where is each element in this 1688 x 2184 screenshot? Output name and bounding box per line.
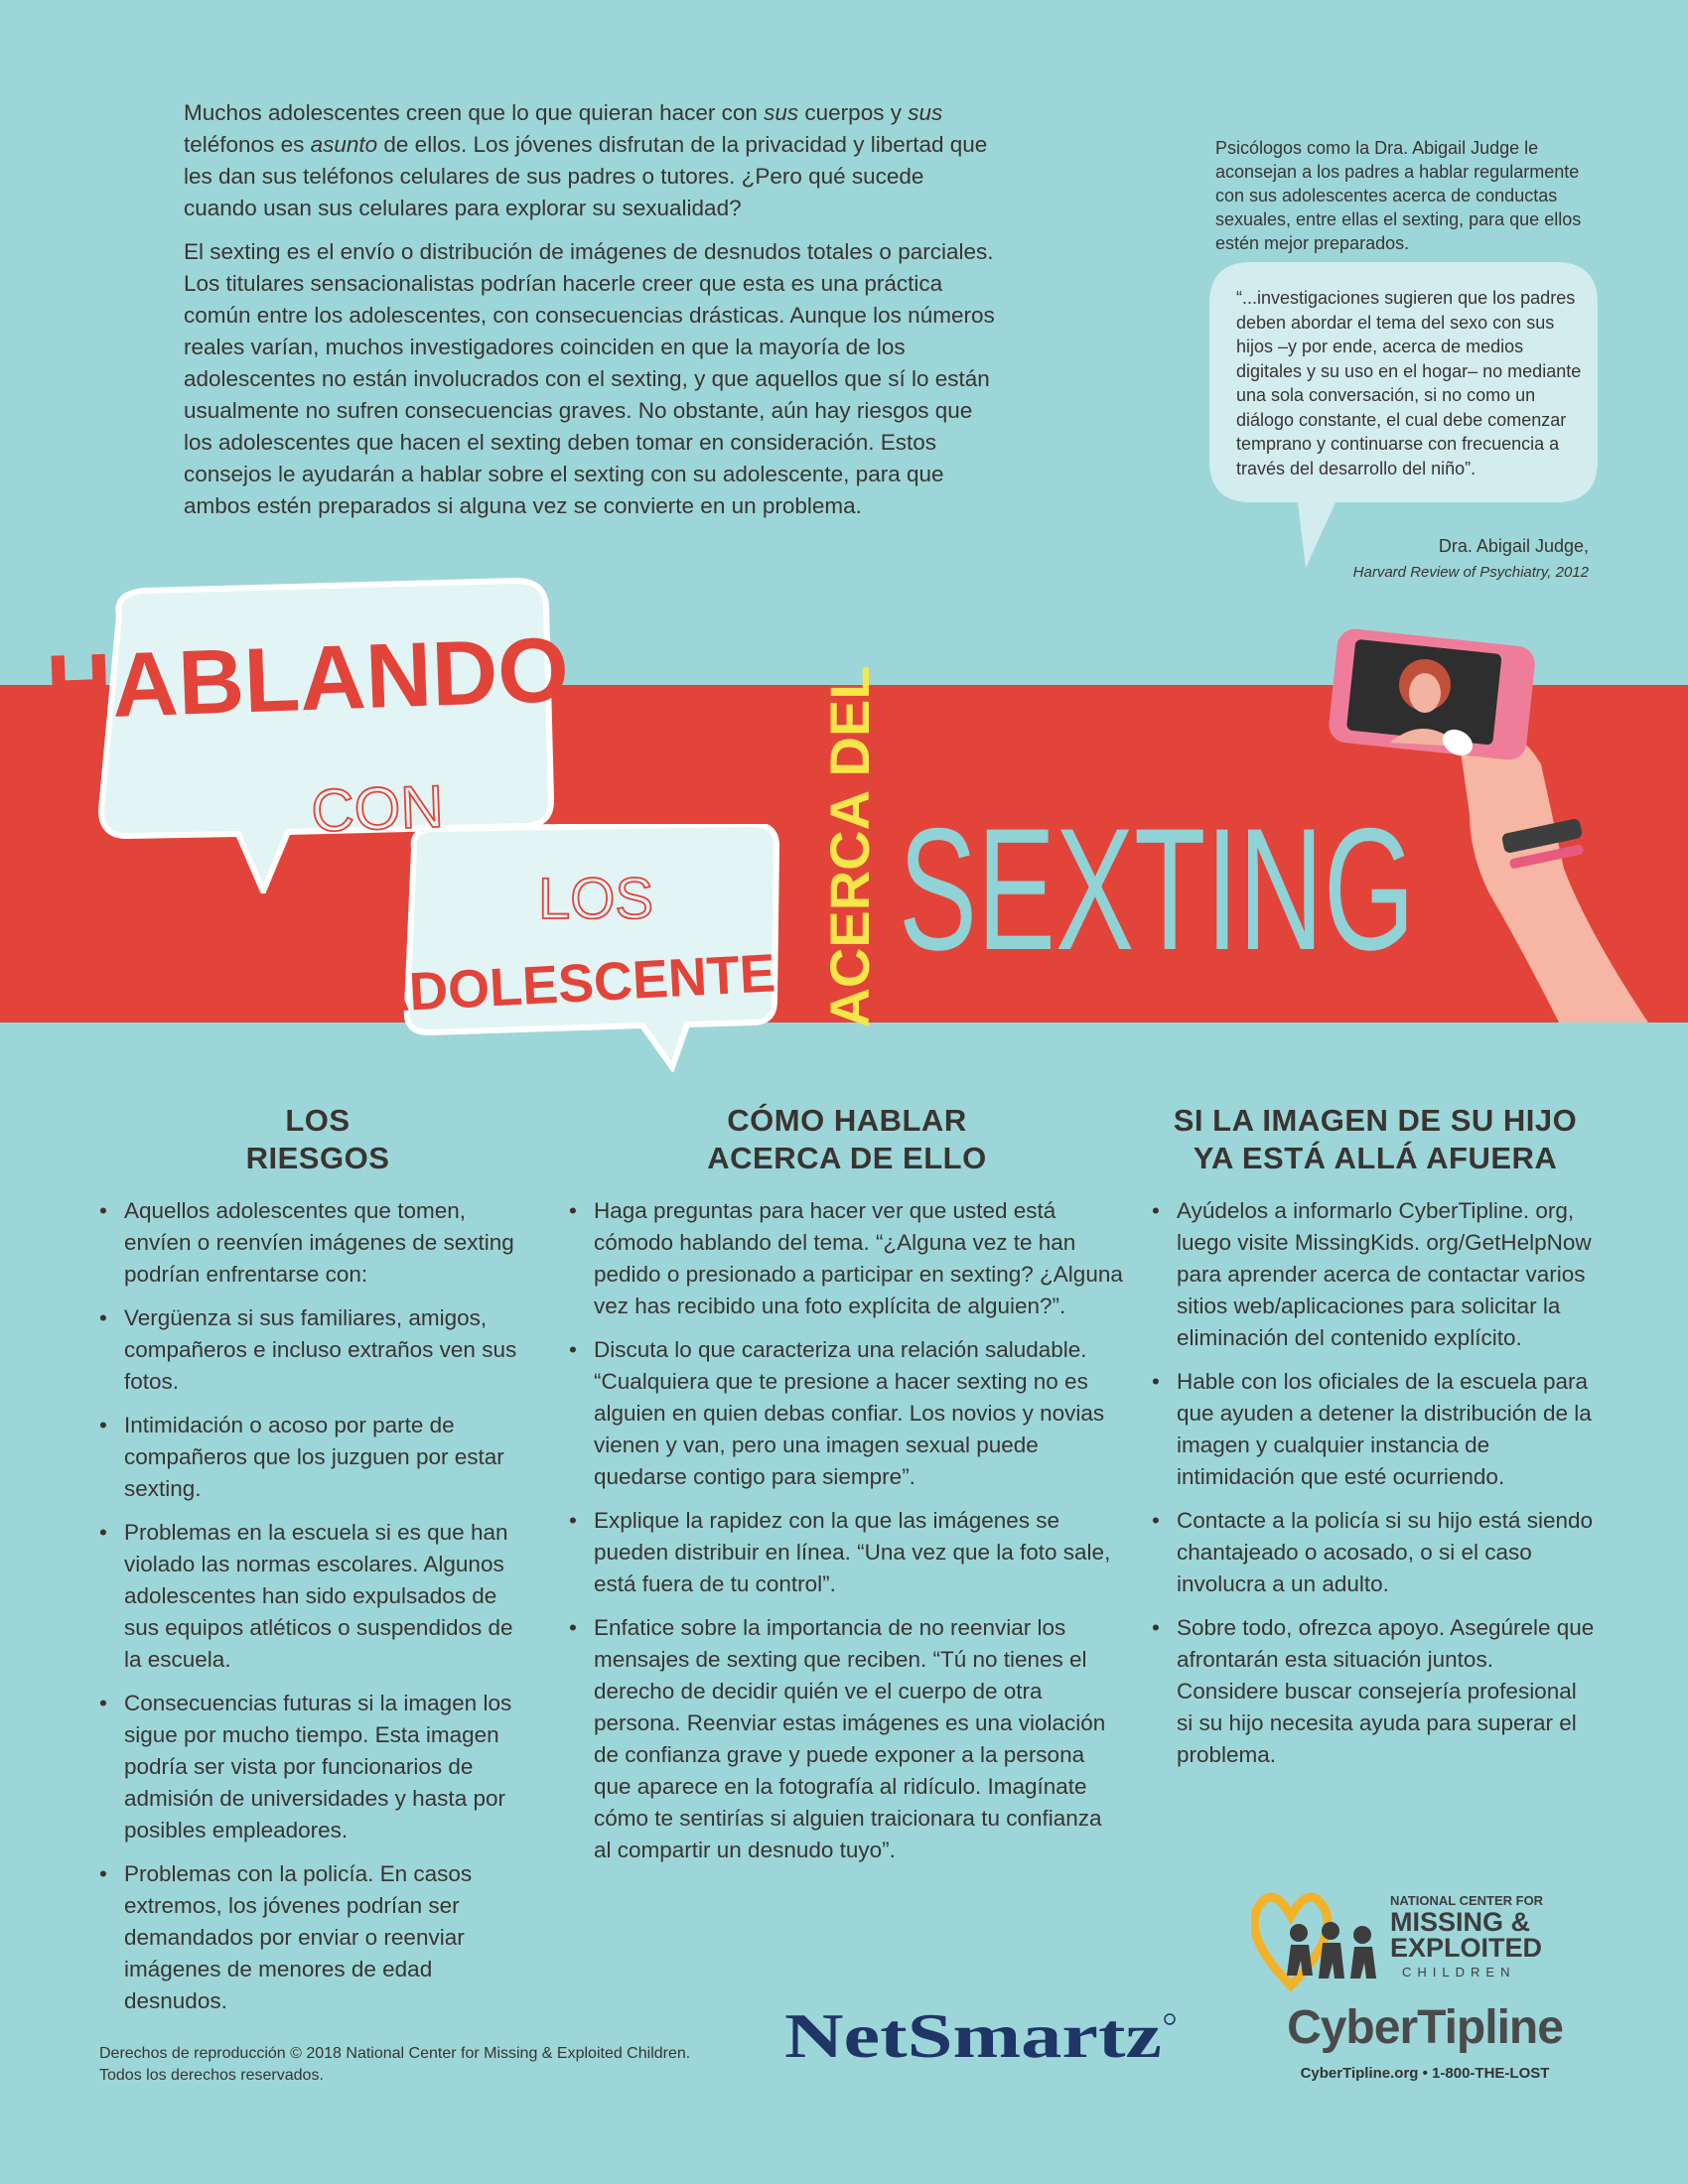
image-out-there-list xyxy=(1152,1195,1599,1771)
copyright-notice: Derechos de reproducción © 2018 National Center for Missing & Exploited Children. Todos los derechos reservados. xyxy=(99,2045,691,2084)
intro-paragraph-2: El sexting es el envío o distribución de imágenes de desnudos totales o parciales. Los titulares sensacionalistas podrían hacerle creer que esta es una práctica común entre los adolescentes, con consecuencias drásticas. Aunque los números reales varían, muchos investigadores coinciden en que la mayoría de los adolescentes no están involucrados con el sexting, y que aquellos que sí lo están usualmente no sufren consecuencias graves. No obstante, aún hay riesgos que los adolescentes que hacen el sexting deben tomar en consideración. Estos consejos le ayudarán a hablar sobre el sexting con su adolescente, para que ambos estén preparados si alguna vez se convierte en un problema. xyxy=(184,239,995,518)
title-acerca-del: ACERCA DEL xyxy=(818,665,881,1028)
quote-author: Dra. Abigail Judge, xyxy=(1438,536,1589,556)
svg-text:EXPLOITED: EXPLOITED xyxy=(1390,1933,1543,1963)
cybertipline-contact: CyberTipline.org • 1-800-THE-LOST xyxy=(1300,2065,1550,2082)
list-item: • Contacte a la policía si su hijo está siendo chantajeado o acosado, o si el caso involucra a un adulto. xyxy=(1152,1505,1599,1600)
intro-text xyxy=(184,97,998,522)
list-item: • Enfatice sobre la importancia de no reenviar los mensajes de sexting que reciben. “Tú no tienes el derecho de decidir quién ve el cuerpo de otra persona. Reenviar estas imágenes es una violación de confianza grave y puede exponer a la persona que aparece en la fotografía al ridículo. Imagínate cómo te sentirías si alguien traicionara tu confianza al compartir un desnudo tuyo”. xyxy=(569,1612,1125,1866)
title-hablando: HABLANDO xyxy=(44,618,571,740)
svg-text:MISSING &: MISSING & xyxy=(1390,1907,1531,1937)
how-to-talk-heading: CÓMO HABLAR ACERCA DE ELLO xyxy=(707,1103,987,1175)
list-item: • Consecuencias futuras si la imagen los sigue por mucho tiempo. Esta imagen podría ser vista por funcionarios de admisión de universidades y hasta por posibles empleadores. xyxy=(99,1688,536,1846)
list-item: • Vergüenza si sus familiares, amigos, compañeros e incluso extraños ven sus fotos. xyxy=(99,1302,536,1398)
svg-text:NetSmartz: NetSmartz xyxy=(784,2000,1162,2071)
title-los: LOS xyxy=(537,867,654,931)
title-adolescentes: ADOLESCENTES xyxy=(368,941,813,1024)
sidebar-text: Psicólogos como la Dra. Abigail Judge le aconsejan a los padres a hablar regularmente con sus adolescentes acerca de conductas sexuales, entre ellas el sexting, para que ellos estén mejor preparados. xyxy=(1215,138,1582,253)
list-item: • Sobre todo, ofrezca apoyo. Asegúrele que afrontarán esta situación juntos. Considere buscar consejería profesional si su hijo necesita ayuda para superar el problema. xyxy=(1152,1612,1599,1771)
column-image-out-there xyxy=(1152,1102,1599,1783)
risks-list xyxy=(99,1195,536,2017)
quote-text: “...investigaciones sugieren que los padres deben abordar el tema del sexo con sus hijos –y por ende, acerca de medios digitales y su uso en el hogar– no mediante una sola conversación, si no como un diálogo constante, el cual debe comenzar temprano y continuarse con frecuencia a través del desarrollo del niño”. xyxy=(1236,288,1582,478)
list-item: • Hable con los oficiales de la escuela para que ayuden a detener la distribución de la imagen y cualquier instancia de intimidación que esté ocurriendo. xyxy=(1152,1366,1599,1493)
column-risks xyxy=(99,1102,536,2029)
list-item: • Discuta lo que caracteriza una relación saludable. “Cualquiera que te presione a hacer sexting no es alguien en quien debas confiar. Los novios y novias vienen y van, pero una imagen sexual puede quedarse contigo para siempre”. xyxy=(569,1334,1125,1493)
list-item: • Problemas en la escuela si es que han violado las normas escolares. Algunos adolescentes han sido expulsados de sus equipos atléticos o suspendidos de la escuela. xyxy=(99,1517,536,1676)
list-item: • Ayúdelos a informarlo CyberTipline. org, luego visite MissingKids. org/GetHelpNow para aprender acerca de contactar varios sitios web/aplicaciones para solicitar la eliminación del contenido explícito. xyxy=(1152,1195,1599,1354)
list-item: • Problemas con la policía. En casos extremos, los jóvenes podrían ser demandados por enviar o reenviar imágenes de menores de edad desnudos. xyxy=(99,1858,536,2017)
image-out-there-heading: SI LA IMAGEN DE SU HIJO YA ESTÁ ALLÁ AFUERA xyxy=(1173,1103,1578,1175)
netsmartz-logo xyxy=(774,1995,1192,2075)
svg-text:CHILDREN: CHILDREN xyxy=(1402,1965,1516,1979)
hand-phone-illustration xyxy=(1321,615,1688,1032)
how-to-talk-list xyxy=(569,1195,1125,1866)
quote-source: Harvard Review of Psychiatry, 2012 xyxy=(1352,564,1589,581)
intro-paragraph-1: Muchos adolescentes creen que lo que quieran hacer con sus cuerpos y sus teléfonos es asunto de ellos. Los jóvenes disfrutan de la privacidad y libertad que les dan sus teléfonos celulares de sus padres o tutores. ¿Pero qué sucede cuando usan sus celulares para explorar su sexualidad? xyxy=(184,100,988,220)
risks-heading: LOS RIESGOS xyxy=(245,1103,390,1175)
ncmec-logo xyxy=(1251,1881,1609,2005)
title-con: CON xyxy=(310,772,445,845)
list-item: • Explique la rapidez con la que las imágenes se pueden distribuir en línea. “Una vez que la foto sale, está fuera de tu control”. xyxy=(569,1505,1125,1600)
cybertipline-logo: CyberTipline xyxy=(1287,2001,1563,2054)
list-item: • Intimidación o acoso por parte de compañeros que los juzguen por estar sexting. xyxy=(99,1410,536,1505)
list-item: • Aquellos adolescentes que tomen, envíen o reenvíen imágenes de sexting podrían enfrentarse con: xyxy=(99,1195,536,1291)
title-sexting: SEXTING xyxy=(899,793,1415,987)
svg-text:NATIONAL CENTER FOR: NATIONAL CENTER FOR xyxy=(1390,1893,1544,1908)
column-how-to-talk xyxy=(569,1102,1125,1878)
list-item: • Haga preguntas para hacer ver que usted está cómodo hablando del tema. “¿Alguna vez te han pedido o presionado a participar en sexting? ¿Alguna vez has recibido una foto explícita de alguien?”. xyxy=(569,1195,1125,1322)
